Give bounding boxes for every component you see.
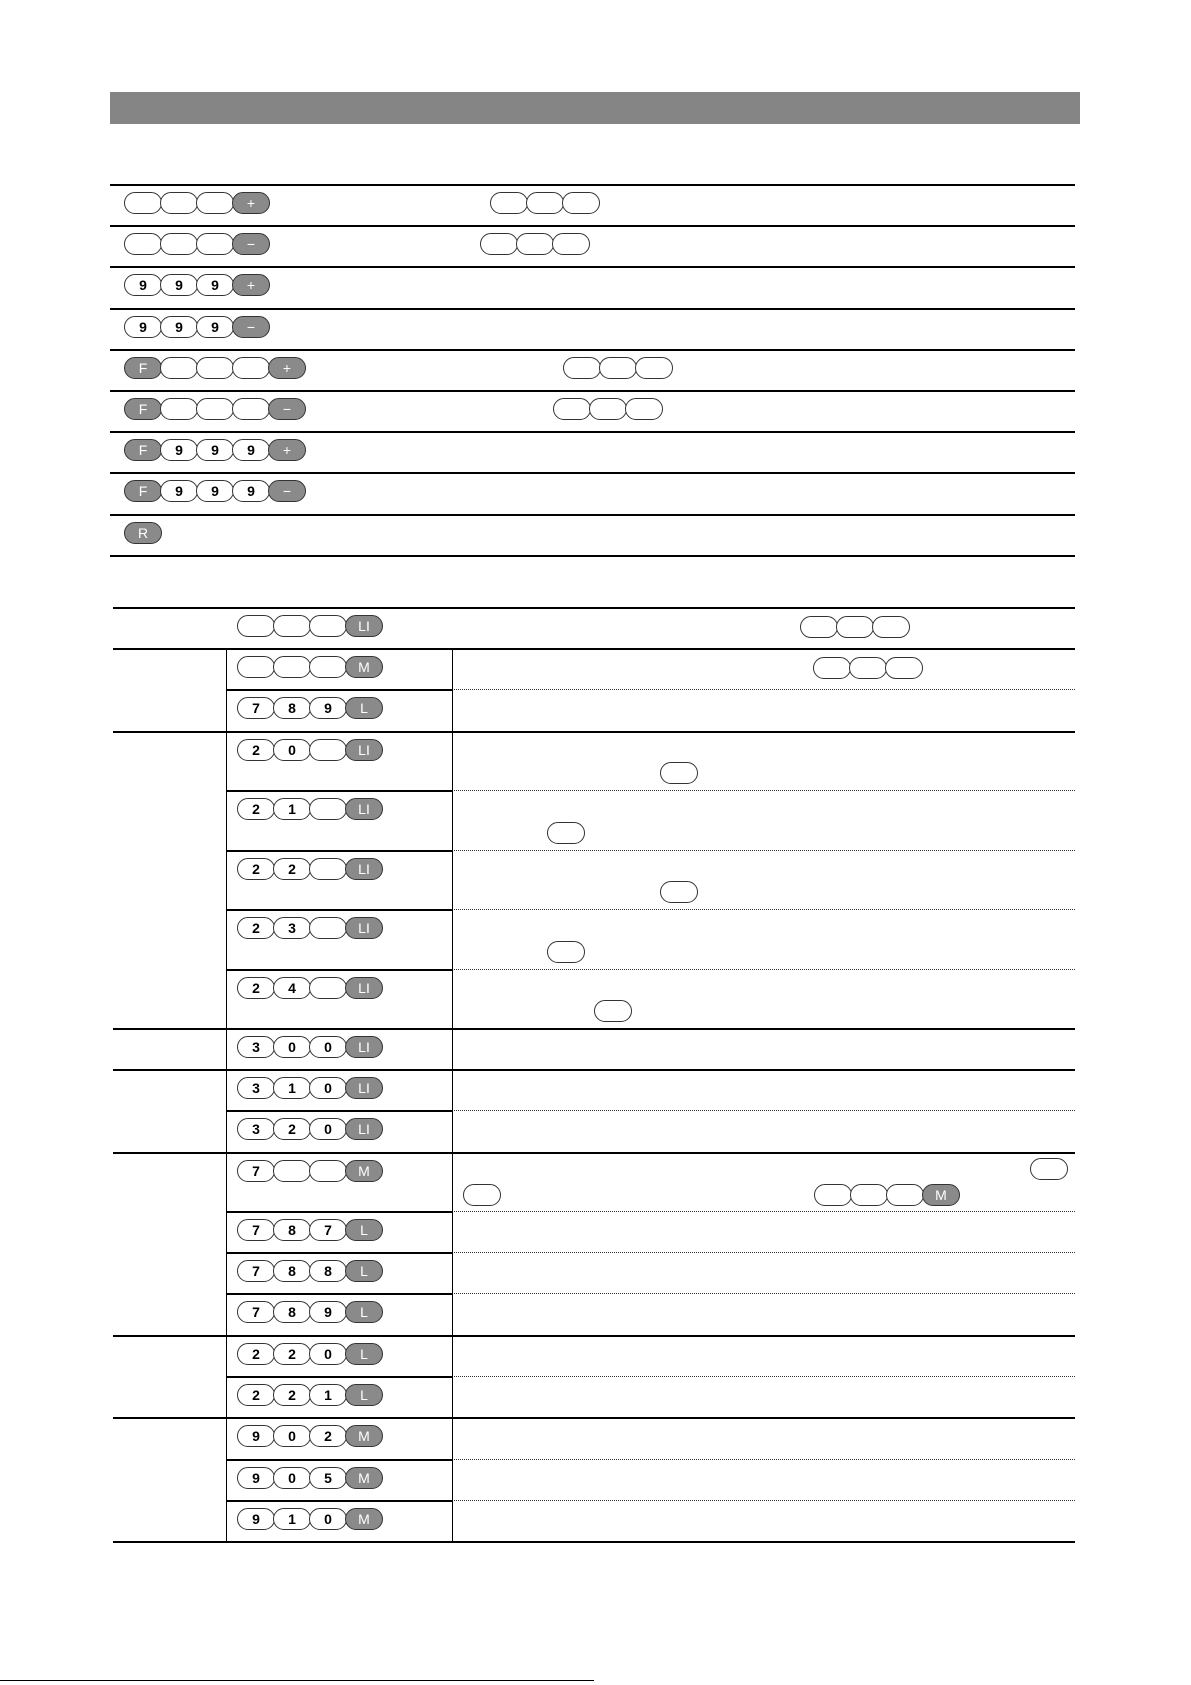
key-icon: LI bbox=[345, 1077, 383, 1099]
key-icon bbox=[237, 615, 275, 637]
header-bar bbox=[110, 92, 1080, 124]
key-sequence bbox=[124, 274, 270, 296]
key-icon bbox=[553, 398, 591, 420]
key-sequence bbox=[814, 1184, 960, 1206]
key-icon: 2 bbox=[309, 1425, 347, 1447]
key-icon: 0 bbox=[309, 1077, 347, 1099]
row-divider bbox=[110, 431, 1075, 433]
key-sequence bbox=[237, 917, 383, 939]
row-divider bbox=[226, 909, 452, 911]
row-divider bbox=[226, 969, 452, 971]
key-icon bbox=[599, 357, 637, 379]
key-icon bbox=[850, 1184, 888, 1206]
key-icon: LI bbox=[345, 739, 383, 761]
key-icon bbox=[1030, 1158, 1068, 1180]
key-icon: 3 bbox=[237, 1036, 275, 1058]
row-divider-dotted bbox=[452, 850, 1075, 851]
key-icon: 3 bbox=[237, 1077, 275, 1099]
row-divider bbox=[110, 225, 1075, 227]
row-divider bbox=[110, 472, 1075, 474]
key-sequence bbox=[547, 941, 585, 963]
key-icon bbox=[309, 977, 347, 999]
key-icon: 2 bbox=[237, 977, 275, 999]
key-icon: L bbox=[345, 1301, 383, 1323]
key-sequence bbox=[124, 316, 270, 338]
key-icon bbox=[814, 1184, 852, 1206]
key-sequence bbox=[237, 1467, 383, 1489]
page-bottom-rule bbox=[0, 1680, 594, 1681]
row-divider bbox=[113, 1335, 1075, 1337]
key-icon bbox=[232, 398, 270, 420]
key-icon: − bbox=[268, 398, 306, 420]
key-sequence bbox=[480, 233, 590, 255]
key-sequence bbox=[124, 439, 306, 461]
row-divider bbox=[113, 1028, 1075, 1030]
key-icon: 9 bbox=[196, 439, 234, 461]
key-icon: 7 bbox=[237, 1301, 275, 1323]
key-sequence bbox=[547, 822, 585, 844]
key-sequence bbox=[237, 798, 383, 820]
key-icon: 9 bbox=[160, 439, 198, 461]
key-icon bbox=[309, 615, 347, 637]
key-icon bbox=[160, 192, 198, 214]
key-icon: 8 bbox=[273, 1301, 311, 1323]
key-sequence bbox=[660, 762, 698, 784]
key-icon: + bbox=[268, 439, 306, 461]
key-icon: 0 bbox=[309, 1036, 347, 1058]
key-icon: 4 bbox=[273, 977, 311, 999]
row-divider-dotted bbox=[452, 1252, 1075, 1253]
row-divider-dotted bbox=[452, 1500, 1075, 1501]
key-icon: 2 bbox=[237, 858, 275, 880]
key-icon: 9 bbox=[309, 1301, 347, 1323]
key-icon bbox=[594, 1000, 632, 1022]
key-icon: 9 bbox=[196, 274, 234, 296]
key-icon: LI bbox=[345, 858, 383, 880]
row-divider bbox=[110, 555, 1075, 557]
key-icon bbox=[563, 357, 601, 379]
key-icon: LI bbox=[345, 798, 383, 820]
key-icon: 8 bbox=[273, 1260, 311, 1282]
key-icon: 7 bbox=[237, 1260, 275, 1282]
key-sequence bbox=[594, 1000, 632, 1022]
key-icon bbox=[309, 858, 347, 880]
key-icon: 0 bbox=[273, 1425, 311, 1447]
key-sequence bbox=[463, 1184, 501, 1206]
key-sequence bbox=[237, 1118, 383, 1140]
key-icon bbox=[309, 917, 347, 939]
key-icon: 9 bbox=[232, 480, 270, 502]
key-icon bbox=[309, 1160, 347, 1182]
key-icon bbox=[526, 192, 564, 214]
row-divider bbox=[110, 308, 1075, 310]
key-icon bbox=[463, 1184, 501, 1206]
key-icon: + bbox=[232, 274, 270, 296]
key-icon: F bbox=[124, 398, 162, 420]
key-icon: F bbox=[124, 439, 162, 461]
key-icon bbox=[196, 357, 234, 379]
key-icon: LI bbox=[345, 615, 383, 637]
key-icon bbox=[872, 616, 910, 638]
key-icon: LI bbox=[345, 1118, 383, 1140]
key-icon: 8 bbox=[273, 697, 311, 719]
row-divider bbox=[226, 689, 452, 691]
row-divider bbox=[110, 390, 1075, 392]
key-icon: 2 bbox=[237, 798, 275, 820]
key-icon: 2 bbox=[237, 917, 275, 939]
key-sequence bbox=[660, 881, 698, 903]
key-icon: 0 bbox=[309, 1118, 347, 1140]
key-sequence bbox=[237, 697, 383, 719]
row-divider bbox=[113, 1069, 1075, 1071]
key-icon bbox=[886, 1184, 924, 1206]
key-icon: 8 bbox=[309, 1260, 347, 1282]
key-sequence bbox=[237, 1260, 383, 1282]
key-icon bbox=[547, 941, 585, 963]
key-icon: L bbox=[345, 1384, 383, 1406]
key-icon bbox=[124, 233, 162, 255]
key-icon bbox=[516, 233, 554, 255]
row-divider bbox=[226, 1252, 452, 1254]
row-divider bbox=[113, 648, 1075, 650]
key-sequence bbox=[237, 1425, 383, 1447]
row-divider bbox=[110, 349, 1075, 351]
key-icon: 1 bbox=[273, 1508, 311, 1530]
key-sequence bbox=[1030, 1158, 1068, 1180]
key-icon: 1 bbox=[273, 1077, 311, 1099]
key-icon: 0 bbox=[273, 1036, 311, 1058]
key-icon: 0 bbox=[309, 1343, 347, 1365]
key-icon: F bbox=[124, 357, 162, 379]
key-icon: 1 bbox=[309, 1384, 347, 1406]
row-divider-dotted bbox=[452, 1293, 1075, 1294]
key-icon: 8 bbox=[273, 1219, 311, 1241]
key-icon bbox=[562, 192, 600, 214]
key-icon: 9 bbox=[160, 316, 198, 338]
key-icon: 0 bbox=[273, 1467, 311, 1489]
row-divider-dotted bbox=[452, 689, 1075, 690]
key-icon: 3 bbox=[237, 1118, 275, 1140]
key-icon: 9 bbox=[124, 316, 162, 338]
key-icon: 9 bbox=[237, 1425, 275, 1447]
key-icon bbox=[160, 398, 198, 420]
key-icon: M bbox=[345, 1160, 383, 1182]
row-divider bbox=[226, 1211, 452, 1213]
row-divider bbox=[226, 1110, 452, 1112]
key-icon bbox=[160, 357, 198, 379]
key-icon bbox=[635, 357, 673, 379]
key-icon: 2 bbox=[273, 1118, 311, 1140]
key-icon bbox=[309, 739, 347, 761]
key-icon bbox=[124, 192, 162, 214]
key-icon: L bbox=[345, 1219, 383, 1241]
key-icon: 9 bbox=[237, 1508, 275, 1530]
key-icon: 9 bbox=[160, 274, 198, 296]
row-divider bbox=[113, 1417, 1075, 1419]
key-icon: 2 bbox=[273, 1343, 311, 1365]
key-sequence bbox=[237, 1301, 383, 1323]
key-icon bbox=[813, 657, 851, 679]
row-divider bbox=[113, 607, 1075, 609]
key-icon: 7 bbox=[237, 1219, 275, 1241]
row-divider bbox=[110, 184, 1075, 186]
key-icon: M bbox=[345, 1467, 383, 1489]
key-icon bbox=[480, 233, 518, 255]
key-icon bbox=[660, 762, 698, 784]
key-icon bbox=[196, 233, 234, 255]
key-icon bbox=[552, 233, 590, 255]
row-divider-dotted bbox=[452, 909, 1075, 910]
key-icon: 1 bbox=[273, 798, 311, 820]
key-icon bbox=[273, 1160, 311, 1182]
row-divider bbox=[226, 790, 452, 792]
key-icon: LI bbox=[345, 917, 383, 939]
key-icon bbox=[196, 398, 234, 420]
key-sequence bbox=[237, 656, 383, 678]
key-icon: 2 bbox=[273, 1384, 311, 1406]
key-sequence bbox=[237, 1384, 383, 1406]
key-sequence bbox=[800, 616, 910, 638]
key-sequence bbox=[813, 657, 923, 679]
column-divider bbox=[452, 648, 453, 1543]
row-divider-dotted bbox=[452, 1376, 1075, 1377]
key-icon: F bbox=[124, 480, 162, 502]
key-icon bbox=[273, 656, 311, 678]
key-sequence bbox=[237, 1077, 383, 1099]
key-sequence bbox=[124, 398, 306, 420]
row-divider bbox=[226, 1376, 452, 1378]
key-icon: 9 bbox=[309, 697, 347, 719]
key-icon bbox=[625, 398, 663, 420]
row-divider-dotted bbox=[452, 790, 1075, 791]
key-icon: + bbox=[232, 192, 270, 214]
key-icon: 3 bbox=[273, 917, 311, 939]
key-icon: LI bbox=[345, 1036, 383, 1058]
key-icon: 9 bbox=[196, 316, 234, 338]
key-icon bbox=[237, 656, 275, 678]
key-sequence bbox=[237, 977, 383, 999]
key-sequence bbox=[124, 192, 270, 214]
key-icon: 7 bbox=[237, 697, 275, 719]
key-icon bbox=[273, 615, 311, 637]
key-sequence bbox=[124, 522, 162, 544]
key-icon: L bbox=[345, 697, 383, 719]
key-icon: − bbox=[268, 480, 306, 502]
column-divider bbox=[226, 648, 227, 1543]
key-icon: 9 bbox=[160, 480, 198, 502]
key-sequence bbox=[490, 192, 600, 214]
key-icon: L bbox=[345, 1343, 383, 1365]
key-icon: − bbox=[232, 316, 270, 338]
key-icon bbox=[800, 616, 838, 638]
key-icon: 2 bbox=[237, 739, 275, 761]
key-sequence bbox=[237, 858, 383, 880]
key-sequence bbox=[237, 1036, 383, 1058]
key-icon: 2 bbox=[237, 1343, 275, 1365]
key-sequence bbox=[124, 480, 306, 502]
row-divider bbox=[113, 731, 1075, 733]
key-sequence bbox=[237, 1508, 383, 1530]
key-icon: − bbox=[232, 233, 270, 255]
key-icon: 0 bbox=[273, 739, 311, 761]
key-icon: M bbox=[345, 1508, 383, 1530]
key-icon bbox=[836, 616, 874, 638]
row-divider bbox=[226, 1459, 452, 1461]
key-sequence bbox=[237, 1343, 383, 1365]
key-icon: M bbox=[345, 656, 383, 678]
row-divider bbox=[110, 266, 1075, 268]
key-icon: R bbox=[124, 522, 162, 544]
key-icon: 7 bbox=[309, 1219, 347, 1241]
key-icon bbox=[309, 656, 347, 678]
row-divider bbox=[113, 1152, 1075, 1154]
row-divider-dotted bbox=[452, 1211, 1075, 1212]
key-icon: 9 bbox=[124, 274, 162, 296]
key-icon: 2 bbox=[273, 858, 311, 880]
key-icon: LI bbox=[345, 977, 383, 999]
row-divider bbox=[226, 850, 452, 852]
key-icon: + bbox=[268, 357, 306, 379]
key-icon: 2 bbox=[237, 1384, 275, 1406]
key-icon: M bbox=[922, 1184, 960, 1206]
key-icon bbox=[849, 657, 887, 679]
key-sequence bbox=[237, 1219, 383, 1241]
row-divider bbox=[113, 1541, 1075, 1543]
key-sequence bbox=[237, 739, 383, 761]
row-divider-dotted bbox=[452, 969, 1075, 970]
key-icon bbox=[589, 398, 627, 420]
key-icon: L bbox=[345, 1260, 383, 1282]
key-icon bbox=[490, 192, 528, 214]
key-icon bbox=[196, 192, 234, 214]
key-icon bbox=[309, 798, 347, 820]
key-sequence bbox=[237, 615, 383, 637]
row-divider bbox=[226, 1293, 452, 1295]
key-icon: M bbox=[345, 1425, 383, 1447]
key-sequence bbox=[124, 357, 306, 379]
key-sequence bbox=[553, 398, 663, 420]
key-icon: 0 bbox=[309, 1508, 347, 1530]
key-sequence bbox=[124, 233, 270, 255]
key-icon bbox=[660, 881, 698, 903]
key-icon bbox=[885, 657, 923, 679]
key-icon: 5 bbox=[309, 1467, 347, 1489]
row-divider bbox=[226, 1500, 452, 1502]
key-icon bbox=[547, 822, 585, 844]
row-divider-dotted bbox=[452, 1110, 1075, 1111]
key-icon bbox=[160, 233, 198, 255]
key-sequence bbox=[237, 1160, 383, 1182]
key-icon: 9 bbox=[232, 439, 270, 461]
key-icon bbox=[232, 357, 270, 379]
key-icon: 9 bbox=[196, 480, 234, 502]
row-divider-dotted bbox=[452, 1459, 1075, 1460]
key-icon: 7 bbox=[237, 1160, 275, 1182]
key-icon: 9 bbox=[237, 1467, 275, 1489]
row-divider bbox=[110, 514, 1075, 516]
key-sequence bbox=[563, 357, 673, 379]
